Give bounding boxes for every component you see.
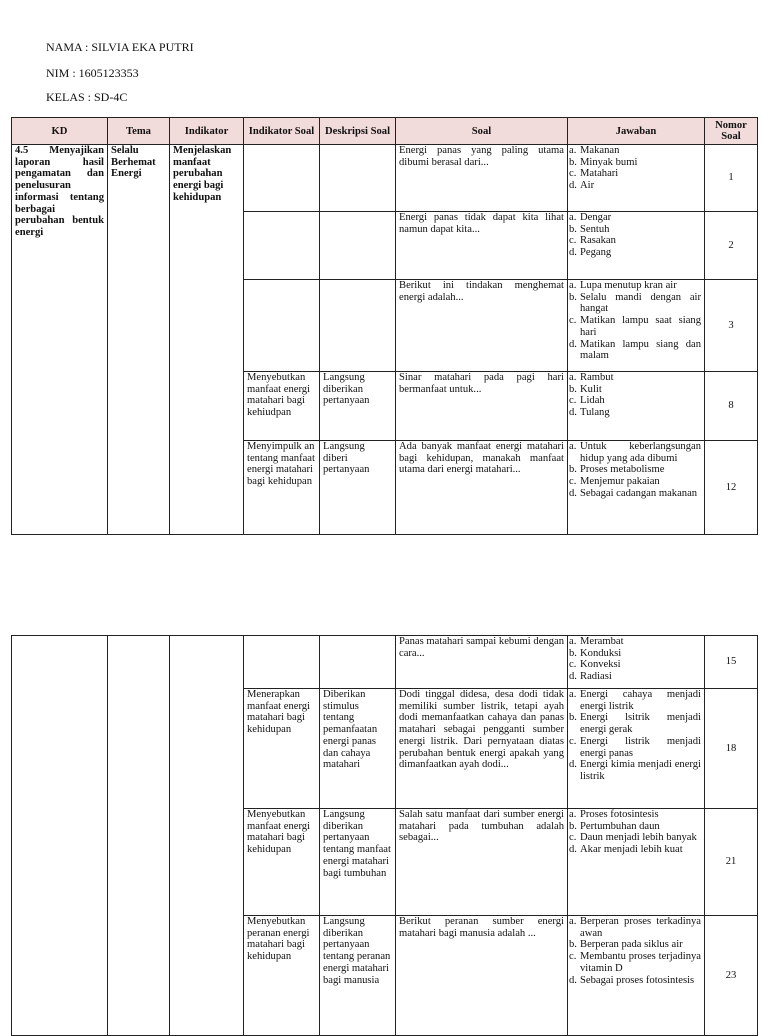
indikator-soal-cell: Menyimpulk an tentang manfaat energi matahari bagi kehidupan: [244, 441, 320, 535]
header-tema: Tema: [108, 118, 170, 145]
soal-cell: Salah satu manfaat dari sumber energi matahari pada tumbuhan adalah sebagai...: [396, 809, 568, 916]
option-text: Energi kimia menjadi energi listrik: [580, 759, 701, 782]
header-indikator-soal: Indikator Soal: [244, 118, 320, 145]
header-deskripsi-soal: Deskripsi Soal: [320, 118, 396, 145]
option-letter: a.: [569, 212, 577, 223]
table-header-row: [12, 118, 758, 145]
nomor-soal-cell: 2: [705, 212, 758, 280]
indikator-cell: [170, 636, 244, 1036]
option-letter: a.: [569, 145, 577, 156]
nomor-soal-cell: 18: [705, 689, 758, 809]
answer-option: [571, 224, 701, 236]
option-letter: b.: [569, 156, 577, 168]
option-letter: d.: [569, 671, 577, 683]
soal-cell: Ada banyak manfaat energi matahari bagi kehidupan, manakah manfaat utama dari energi matahari...: [396, 441, 568, 535]
option-letter: a.: [569, 636, 577, 647]
answer-option: [571, 951, 701, 974]
jawaban-cell: [568, 145, 705, 212]
answer-option: [571, 339, 701, 362]
answer-option: [571, 939, 701, 951]
student-name: NAMA : SILVIA EKA PUTRI: [46, 40, 194, 54]
answer-option: [571, 736, 701, 759]
option-text: Selalu mandi dengan air hangat: [580, 291, 701, 315]
jawaban-cell: [568, 212, 705, 280]
option-text: Energi lsitrik menjadi energi gerak: [580, 712, 701, 736]
deskripsi-soal-cell: [320, 145, 396, 212]
answer-option: [571, 372, 701, 384]
option-letter: b.: [569, 712, 577, 724]
indikator-soal-cell: Menyebutkan manfaat energi matahari bagi kehidupan: [244, 809, 320, 916]
answer-option: [571, 809, 701, 821]
option-text: Rasakan: [580, 235, 616, 247]
deskripsi-soal-cell: Diberikan stimulus tentang pemanfaatan energi panas dan cahaya matahari: [320, 689, 396, 809]
answer-option: [571, 441, 701, 464]
deskripsi-soal-cell: Langsung diberikan pertanyaan: [320, 372, 396, 441]
soal-cell: Dodi tinggal didesa, desa dodi tidak memiliki sumber listrik, tetapi ayah dodi memanfaatkan cahaya dan panas matahari sebagai pengganti sumber energi listrik. Dari pernyataan diatas perubahan bentuk energi apakah yang dimanfaatkan ayah dodi...: [396, 689, 568, 809]
answer-option: [571, 315, 701, 338]
answer-option: [571, 648, 701, 660]
option-letter: c.: [569, 395, 577, 407]
option-text: Untuk keberlangsungan hidup yang ada dibumi: [580, 441, 701, 464]
soal-cell: Energi panas tidak dapat kita lihat namun dapat kita...: [396, 212, 568, 280]
option-letter: d.: [569, 407, 577, 419]
option-text: Air: [580, 180, 595, 192]
answer-option: [571, 145, 701, 157]
option-letter: d.: [569, 247, 577, 259]
option-text: Konduksi: [580, 647, 622, 659]
answer-option: [571, 476, 701, 488]
answer-option: [571, 832, 701, 844]
indikator-soal-cell: [244, 280, 320, 372]
option-letter: b.: [569, 939, 577, 951]
option-letter: a.: [569, 372, 577, 383]
option-letter: a.: [569, 916, 577, 927]
option-letter: c.: [569, 476, 577, 488]
soal-cell: Berikut ini tindakan menghemat energi adalah...: [396, 280, 568, 372]
header-jawaban: Jawaban: [568, 118, 705, 145]
jawaban-cell: [568, 280, 705, 372]
option-letter: d.: [569, 487, 577, 499]
header-nomor-soal: Nomor Soal: [705, 118, 758, 145]
answer-option: [571, 975, 701, 987]
nomor-soal-cell: 8: [705, 372, 758, 441]
answer-option: [571, 712, 701, 735]
answer-option: [571, 395, 701, 407]
answer-option: [571, 212, 701, 224]
answer-option: [571, 180, 701, 192]
answer-option: [571, 464, 701, 476]
option-letter: b.: [569, 647, 577, 659]
option-text: Pertumbuhan daun: [580, 820, 660, 832]
option-text: Akar menjadi lebih kuat: [580, 844, 683, 856]
nomor-soal-cell: 23: [705, 916, 758, 1036]
answer-option: [571, 168, 701, 180]
answer-option: [571, 384, 701, 396]
option-text: Sentuh: [580, 223, 610, 235]
option-text: Konveksi: [580, 659, 621, 671]
answer-option: [571, 292, 701, 315]
option-text: Sebagai proses fotosintesis: [580, 974, 695, 986]
option-text: Minyak bumi: [580, 156, 638, 168]
header-indikator: Indikator: [170, 118, 244, 145]
option-letter: c.: [569, 951, 577, 963]
option-text: Makanan: [580, 145, 620, 156]
option-letter: c.: [569, 315, 577, 327]
option-text: Menjemur pakaian: [580, 476, 660, 488]
option-letter: d.: [569, 974, 577, 986]
student-nim: NIM : 1605123353: [46, 66, 139, 80]
answer-option: [571, 157, 701, 169]
question-grid-table-page1: [11, 117, 758, 535]
deskripsi-soal-cell: Langsung diberikan pertanyaan tentang manfaat energi matahari bagi tumbuhan: [320, 809, 396, 916]
jawaban-cell: [568, 636, 705, 689]
answer-option: [571, 759, 701, 782]
deskripsi-soal-cell: [320, 212, 396, 280]
table-row: [12, 636, 758, 689]
indikator-cell: Menjelaskan manfaat perubahan energi bagi kehidupan: [170, 145, 244, 535]
option-letter: a.: [569, 280, 577, 291]
option-text: Daun menjadi lebih banyak: [580, 832, 697, 844]
option-letter: d.: [569, 844, 577, 856]
option-text: Energi cahaya menjadi energi listrik: [580, 689, 701, 712]
deskripsi-soal-cell: [320, 636, 396, 689]
tema-cell: [108, 636, 170, 1036]
option-text: Membantu proses terjadinya vitamin D: [580, 951, 701, 974]
option-text: Dengar: [580, 212, 612, 223]
nomor-soal-cell: 3: [705, 280, 758, 372]
option-letter: d.: [569, 180, 577, 192]
option-text: Proses metabolisme: [580, 464, 665, 476]
student-class: KELAS : SD-4C: [46, 90, 128, 104]
option-text: Matikan lampu siang dan malam: [580, 338, 701, 362]
option-text: Pegang: [580, 247, 612, 259]
answer-option: [571, 407, 701, 419]
jawaban-cell: [568, 372, 705, 441]
indikator-soal-cell: Menerapkan manfaat energi matahari bagi kehidupan: [244, 689, 320, 809]
answer-option: [571, 821, 701, 833]
indikator-soal-cell: Menyebutkan manfaat energi matahari bagi kehiudpan: [244, 372, 320, 441]
nomor-soal-cell: 21: [705, 809, 758, 916]
indikator-soal-cell: [244, 145, 320, 212]
nomor-soal-cell: 12: [705, 441, 758, 535]
answer-option: [571, 235, 701, 247]
option-text: Berperan proses terkadinya awan: [580, 916, 701, 939]
option-letter: a.: [569, 689, 577, 700]
header-soal: Soal: [396, 118, 568, 145]
tema-cell: Selalu Berhemat Energi: [108, 145, 170, 535]
deskripsi-soal-cell: [320, 280, 396, 372]
kd-cell: [12, 636, 108, 1036]
question-grid-table-page2: [11, 635, 758, 1036]
option-text: Radiasi: [580, 671, 612, 683]
option-text: Matikan lampu saat siang hari: [580, 315, 701, 338]
answer-option: [571, 916, 701, 939]
indikator-soal-cell: [244, 212, 320, 280]
indikator-soal-cell: [244, 636, 320, 689]
answer-option: [571, 636, 701, 648]
nomor-soal-cell: 1: [705, 145, 758, 212]
option-letter: b.: [569, 291, 577, 303]
option-letter: c.: [569, 735, 577, 747]
table-row: [12, 145, 758, 212]
answer-option: [571, 280, 701, 292]
deskripsi-soal-cell: Langsung diberikan pertanyaan tentang peranan energi matahari bagi manusia: [320, 916, 396, 1036]
option-text: Lidah: [580, 395, 605, 407]
option-letter: c.: [569, 168, 577, 180]
answer-option: [571, 844, 701, 856]
answer-option: [571, 689, 701, 712]
deskripsi-soal-cell: Langsung diberi pertanyaan: [320, 441, 396, 535]
option-text: Proses fotosintesis: [580, 809, 659, 820]
option-text: Rambut: [580, 372, 614, 383]
option-letter: d.: [569, 338, 577, 350]
option-letter: c.: [569, 235, 577, 247]
option-text: Sebagai cadangan makanan: [580, 487, 698, 499]
answer-option: [571, 659, 701, 671]
answer-option: [571, 488, 701, 500]
jawaban-cell: [568, 689, 705, 809]
option-letter: d.: [569, 759, 577, 771]
soal-cell: Panas matahari sampai kebumi dengan cara...: [396, 636, 568, 689]
jawaban-cell: [568, 916, 705, 1036]
option-letter: c.: [569, 659, 577, 671]
option-letter: a.: [569, 809, 577, 820]
option-text: Kulit: [580, 383, 602, 395]
option-text: Matahari: [580, 168, 619, 180]
option-text: Lupa menutup kran air: [580, 280, 677, 291]
option-letter: b.: [569, 223, 577, 235]
option-letter: b.: [569, 464, 577, 476]
option-letter: b.: [569, 383, 577, 395]
soal-cell: Sinar matahari pada pagi hari bermanfaat untuk...: [396, 372, 568, 441]
nomor-soal-cell: 15: [705, 636, 758, 689]
indikator-soal-cell: Menyebutkan peranan energi matahari bagi kehidupan: [244, 916, 320, 1036]
kd-cell: 4.5 Menyajikan laporan hasil pengamatan dan penelusuran informasi tentang berbagai perubahan bentuk energi: [12, 145, 108, 535]
option-text: Merambat: [580, 636, 624, 647]
answer-option: [571, 671, 701, 683]
soal-cell: Berikut peranan sumber energi matahari bagi manusia adalah ...: [396, 916, 568, 1036]
option-letter: c.: [569, 832, 577, 844]
jawaban-cell: [568, 441, 705, 535]
option-letter: a.: [569, 441, 577, 452]
jawaban-cell: [568, 809, 705, 916]
option-text: Tulang: [580, 407, 610, 419]
header-kd: KD: [12, 118, 108, 145]
soal-cell: Energi panas yang paling utama dibumi berasal dari...: [396, 145, 568, 212]
option-letter: b.: [569, 820, 577, 832]
option-text: Berperan pada siklus air: [580, 939, 683, 951]
option-text: Energi listrik menjadi energi panas: [580, 735, 701, 759]
answer-option: [571, 247, 701, 259]
